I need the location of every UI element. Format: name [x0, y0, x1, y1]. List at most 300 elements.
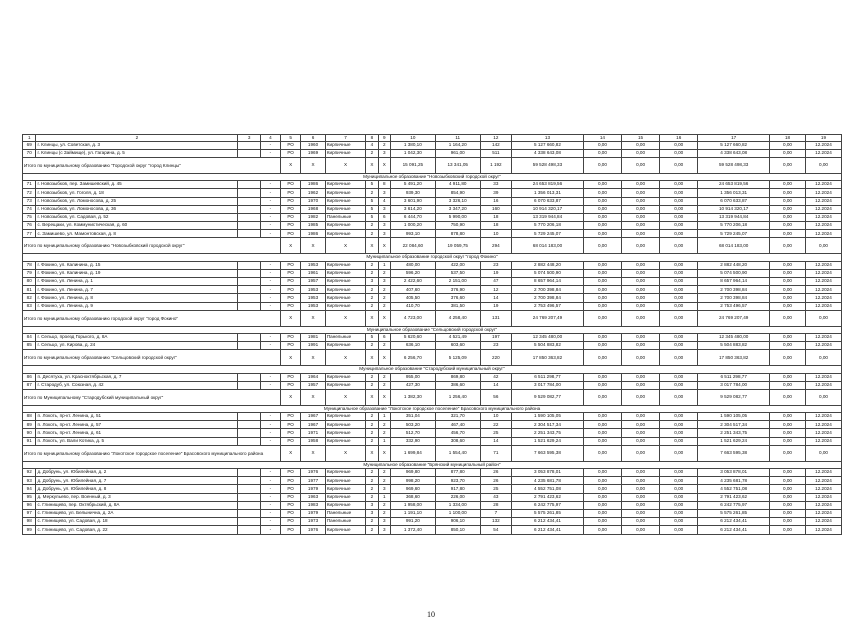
- table-cell: 0,00: [622, 413, 660, 421]
- total-cell: 24 769 207,49: [698, 310, 770, 326]
- table-cell: [238, 205, 260, 213]
- table-cell: Кирпичные: [325, 381, 365, 389]
- table-cell: -: [260, 526, 280, 534]
- table-cell: [238, 149, 260, 157]
- table-cell: РО: [281, 437, 301, 445]
- table-cell: 0,00: [770, 469, 806, 477]
- total-cell: X: [301, 389, 326, 405]
- table-cell: г. Фокино, ул. Ленина, д. 9: [36, 302, 238, 310]
- table-cell: 33: [480, 181, 511, 189]
- table-cell: 0,00: [770, 493, 806, 501]
- table-row: [23, 477, 842, 485]
- table-cell: 0,00: [583, 213, 621, 221]
- table-cell: 2: [378, 477, 390, 485]
- table-cell: 5 504 883,82: [698, 342, 770, 350]
- table-cell: 14: [480, 437, 511, 445]
- table-cell: 0,00: [622, 261, 660, 269]
- total-cell: 1 554,40: [435, 445, 480, 461]
- table-cell: РО: [281, 149, 301, 157]
- total-cell: X: [325, 310, 365, 326]
- table-cell: 991,20: [390, 518, 435, 526]
- total-cell: X: [378, 445, 390, 461]
- table-row: [23, 261, 842, 269]
- total-cell: 7 663 595,38: [698, 445, 770, 461]
- table-cell: 0,00: [660, 269, 698, 277]
- table-cell: РО: [281, 429, 301, 437]
- table-cell: 2: [366, 493, 378, 501]
- table-cell: 1976: [301, 526, 326, 534]
- table-cell: 1 100,00: [435, 509, 480, 517]
- table-cell: 0,00: [583, 381, 621, 389]
- table-cell: 23: [480, 342, 511, 350]
- table-cell: 6 212 434,41: [512, 526, 584, 534]
- table-cell: 1 164,20: [435, 141, 480, 149]
- table-cell: 869,80: [435, 373, 480, 381]
- total-row: [23, 157, 842, 173]
- table-row: [23, 342, 842, 350]
- table-cell: -: [260, 213, 280, 221]
- table-cell: 12.2024: [805, 230, 841, 238]
- table-cell: 2: [366, 469, 378, 477]
- table-cell: 2: [366, 477, 378, 485]
- table-cell: -: [260, 421, 280, 429]
- table-cell: 1: [378, 261, 390, 269]
- table-cell: 537,50: [435, 269, 480, 277]
- table-cell: Кирпичные: [325, 294, 365, 302]
- table-cell: 142: [480, 141, 511, 149]
- table-cell: РО: [281, 421, 301, 429]
- table-cell: с. Замишево, ул. Мамонтовская, д. 8: [36, 230, 238, 238]
- column-number: 5: [281, 135, 301, 142]
- table-cell: 12.2024: [805, 294, 841, 302]
- total-cell: 0,00: [805, 389, 841, 405]
- table-cell: 0,00: [583, 222, 621, 230]
- table-cell: 0,00: [622, 213, 660, 221]
- section-title: Муниципальное образование городской округ "город Фокино": [23, 254, 842, 261]
- column-number: 4: [260, 135, 280, 142]
- total-cell: 0,00: [622, 238, 660, 254]
- table-cell: 3 347,20: [435, 205, 480, 213]
- table-cell: 19: [480, 269, 511, 277]
- total-cell: 71: [480, 445, 511, 461]
- table-cell: 0,00: [583, 181, 621, 189]
- table-cell: [238, 286, 260, 294]
- table-cell: 12.2024: [805, 518, 841, 526]
- total-cell: 220: [480, 350, 511, 366]
- table-cell: 0,00: [770, 197, 806, 205]
- table-cell: 0,00: [622, 278, 660, 286]
- table-cell: 0,00: [660, 261, 698, 269]
- table-cell: 76: [23, 222, 36, 230]
- table-cell: -: [260, 501, 280, 509]
- table-cell: 3 614,20: [390, 205, 435, 213]
- table-cell: 0,00: [622, 501, 660, 509]
- table-cell: г. Новозыбков, пер. Замишевский, д. 45: [36, 181, 238, 189]
- total-cell: 6 256,70: [390, 350, 435, 366]
- table-cell: -: [260, 413, 280, 421]
- table-cell: г. Новозыбков, ул. Садовая, д. 52: [36, 213, 238, 221]
- total-cell: 0,00: [583, 310, 621, 326]
- table-cell: 4 235 681,78: [512, 477, 584, 485]
- table-cell: 0,00: [583, 141, 621, 149]
- table-cell: РО: [281, 373, 301, 381]
- table-cell: [238, 197, 260, 205]
- table-cell: Кирпичные: [325, 477, 365, 485]
- table-cell: -: [260, 518, 280, 526]
- table-cell: 0,00: [770, 381, 806, 389]
- table-cell: 5 575 261,85: [512, 509, 584, 517]
- total-label: Итого по муниципальному образованию городской округ "город Фокино": [23, 310, 281, 326]
- table-cell: 0,00: [770, 421, 806, 429]
- table-cell: -: [260, 205, 280, 213]
- table-cell: 226,00: [435, 493, 480, 501]
- table-cell: 0,00: [660, 493, 698, 501]
- table-cell: 0,00: [770, 333, 806, 341]
- table-cell: 2 304 517,34: [512, 421, 584, 429]
- table-cell: 2: [378, 286, 390, 294]
- table-cell: 2: [378, 469, 390, 477]
- table-cell: [238, 189, 260, 197]
- table-cell: 2: [366, 413, 378, 421]
- table-cell: 0,00: [770, 230, 806, 238]
- table-row: [23, 469, 842, 477]
- table-cell: 0,00: [583, 429, 621, 437]
- table-cell: 0,00: [583, 509, 621, 517]
- table-cell: 12.2024: [805, 261, 841, 269]
- table-cell: 5 620,60: [390, 333, 435, 341]
- table-cell: Кирпичные: [325, 469, 365, 477]
- total-cell: 1 256,40: [435, 389, 480, 405]
- table-cell: -: [260, 269, 280, 277]
- table-cell: 0,00: [660, 469, 698, 477]
- table-cell: -: [260, 429, 280, 437]
- table-cell: 0,00: [583, 230, 621, 238]
- table-cell: 4 521,49: [435, 333, 480, 341]
- table-cell: с. Глинищево, пер. Октябрьский, д. 8А: [36, 501, 238, 509]
- section-header-row: [23, 366, 842, 373]
- table-cell: 8: [378, 181, 390, 189]
- table-cell: г. Сельцо, ул. Кирова, д. 24: [36, 342, 238, 350]
- table-cell: 0,00: [622, 222, 660, 230]
- table-cell: 410,70: [390, 302, 435, 310]
- table-cell: 0,00: [660, 381, 698, 389]
- total-cell: X: [281, 389, 301, 405]
- table-cell: 0,00: [660, 509, 698, 517]
- table-cell: [238, 222, 260, 230]
- table-cell: 405,50: [390, 294, 435, 302]
- total-row: [23, 350, 842, 366]
- table-cell: -: [260, 477, 280, 485]
- table-cell: 12.2024: [805, 421, 841, 429]
- table-cell: 386,60: [435, 381, 480, 389]
- table-cell: РО: [281, 485, 301, 493]
- table-cell: 0,00: [622, 477, 660, 485]
- table-cell: 4 552 751,08: [698, 485, 770, 493]
- table-cell: д. Добрунь, ул. Юбилейная, д. 2: [36, 469, 238, 477]
- table-cell: [238, 278, 260, 286]
- table-cell: [238, 381, 260, 389]
- table-cell: 1 191,10: [390, 509, 435, 517]
- table-cell: 1971: [301, 429, 326, 437]
- table-cell: 0,00: [770, 373, 806, 381]
- table-cell: 2: [378, 294, 390, 302]
- table-cell: Кирпичные: [325, 413, 365, 421]
- table-cell: с. Глинищево, ул. Садовая, д. 18: [36, 518, 238, 526]
- table-cell: 3 017 784,00: [698, 381, 770, 389]
- table-cell: РО: [281, 413, 301, 421]
- total-cell: X: [281, 238, 301, 254]
- total-cell: X: [366, 238, 378, 254]
- table-cell: 3 053 878,01: [698, 469, 770, 477]
- table-cell: [238, 477, 260, 485]
- table-cell: 2: [366, 421, 378, 429]
- table-cell: 0,00: [622, 342, 660, 350]
- table-cell: 0,00: [770, 342, 806, 350]
- table-cell: 0,00: [770, 477, 806, 485]
- section-title: Муниципальное образование "Новозыбковский городской округ": [23, 173, 842, 180]
- table-cell: 596,20: [390, 269, 435, 277]
- table-cell: 78: [23, 261, 36, 269]
- table-cell: 98: [23, 518, 36, 526]
- table-cell: 5 770 206,18: [698, 222, 770, 230]
- table-cell: 6 242 775,97: [512, 501, 584, 509]
- table-row: [23, 333, 842, 341]
- table-cell: РО: [281, 518, 301, 526]
- total-cell: X: [366, 445, 378, 461]
- table-cell: п. Локоть, пр-кт. Ленина, д. 51: [36, 413, 238, 421]
- table-cell: 3: [366, 501, 378, 509]
- table-cell: 8 657 964,14: [698, 278, 770, 286]
- table-cell: РО: [281, 333, 301, 341]
- table-cell: 24 653 819,56: [698, 181, 770, 189]
- section-title: Муниципальное образование "Локотское городское поселение" Брасовского муниципального района: [23, 405, 842, 412]
- table-cell: 2 882 448,20: [698, 261, 770, 269]
- table-cell: 6: [378, 213, 390, 221]
- table-cell: -: [260, 149, 280, 157]
- table-cell: 1 521 629,24: [698, 437, 770, 445]
- table-cell: 6 511 298,77: [698, 373, 770, 381]
- total-cell: 0,00: [770, 389, 806, 405]
- table-cell: 0,00: [583, 437, 621, 445]
- table-cell: 12.2024: [805, 437, 841, 445]
- table-cell: 2: [366, 149, 378, 157]
- column-number: 9: [378, 135, 390, 142]
- table-cell: 4 911,80: [435, 181, 480, 189]
- table-cell: 0,00: [770, 509, 806, 517]
- table-cell: 1979: [301, 485, 326, 493]
- table-cell: 961,00: [435, 149, 480, 157]
- table-cell: 1 521 629,24: [512, 437, 584, 445]
- table-cell: 0,00: [660, 197, 698, 205]
- capital-repair-register-table: [22, 134, 842, 535]
- column-number: 8: [366, 135, 378, 142]
- total-cell: X: [281, 445, 301, 461]
- table-cell: 4 235 681,78: [698, 477, 770, 485]
- table-cell: 12.2024: [805, 302, 841, 310]
- table-cell: 2: [366, 437, 378, 445]
- table-cell: 0,00: [770, 269, 806, 277]
- table-row: [23, 437, 842, 445]
- table-cell: 2: [366, 485, 378, 493]
- table-cell: 12.2024: [805, 278, 841, 286]
- table-row: [23, 294, 842, 302]
- table-cell: 94: [23, 485, 36, 493]
- table-cell: 0,00: [660, 501, 698, 509]
- table-cell: 12: [480, 286, 511, 294]
- total-cell: 4 723,00: [390, 310, 435, 326]
- table-cell: 1981: [301, 333, 326, 341]
- table-cell: 969,60: [390, 485, 435, 493]
- table-cell: 636,10: [390, 342, 435, 350]
- table-cell: 1: [378, 413, 390, 421]
- total-cell: 0,00: [622, 350, 660, 366]
- table-body: [23, 135, 842, 535]
- table-cell: 1 958,00: [390, 501, 435, 509]
- table-cell: 24 653 819,56: [512, 181, 584, 189]
- table-cell: 13 319 944,84: [698, 213, 770, 221]
- table-row: [23, 213, 842, 221]
- total-cell: 24 769 207,49: [512, 310, 584, 326]
- table-cell: 0,00: [583, 205, 621, 213]
- table-cell: 132: [480, 518, 511, 526]
- total-row: [23, 445, 842, 461]
- table-cell: 1: [378, 493, 390, 501]
- table-cell: 25: [480, 485, 511, 493]
- table-cell: Кирпичные: [325, 286, 365, 294]
- table-cell: 877,80: [435, 469, 480, 477]
- table-cell: 12.2024: [805, 469, 841, 477]
- table-cell: 5 491,20: [390, 181, 435, 189]
- table-cell: [238, 509, 260, 517]
- table-cell: 0,00: [583, 501, 621, 509]
- table-cell: 10: [480, 230, 511, 238]
- total-cell: 13 341,05: [435, 157, 480, 173]
- table-cell: 18: [480, 213, 511, 221]
- table-cell: 512,70: [390, 429, 435, 437]
- table-cell: 2: [378, 421, 390, 429]
- table-cell: 1964: [301, 373, 326, 381]
- table-cell: 0,00: [583, 477, 621, 485]
- table-cell: 503,20: [390, 421, 435, 429]
- table-cell: 923,70: [435, 477, 480, 485]
- table-cell: 3: [366, 278, 378, 286]
- table-cell: РО: [281, 342, 301, 350]
- total-cell: 0,00: [622, 445, 660, 461]
- table-cell: 2 422,60: [390, 278, 435, 286]
- section-header-row: [23, 254, 842, 261]
- table-cell: 42: [480, 373, 511, 381]
- table-cell: 2: [366, 230, 378, 238]
- table-cell: -: [260, 381, 280, 389]
- table-row: [23, 509, 842, 517]
- table-cell: 351,04: [390, 413, 435, 421]
- table-cell: РО: [281, 222, 301, 230]
- table-cell: 0,00: [583, 302, 621, 310]
- table-cell: 25: [480, 429, 511, 437]
- table-cell: 92: [23, 469, 36, 477]
- total-cell: 68 014 183,00: [512, 238, 584, 254]
- table-cell: 0,00: [583, 493, 621, 501]
- table-cell: 10: [480, 413, 511, 421]
- total-cell: 0,00: [660, 445, 698, 461]
- table-cell: 0,00: [622, 197, 660, 205]
- table-row: [23, 302, 842, 310]
- total-cell: 1 192: [480, 157, 511, 173]
- table-cell: 7: [480, 509, 511, 517]
- total-cell: X: [366, 350, 378, 366]
- table-cell: -: [260, 141, 280, 149]
- total-row: [23, 310, 842, 326]
- table-cell: 0,00: [622, 205, 660, 213]
- table-row: [23, 205, 842, 213]
- table-cell: 12 345 480,00: [698, 333, 770, 341]
- table-cell: 0,00: [770, 518, 806, 526]
- table-cell: 1986: [301, 230, 326, 238]
- total-row: [23, 238, 842, 254]
- table-cell: 2: [378, 429, 390, 437]
- table-cell: 3: [378, 526, 390, 534]
- total-cell: X: [281, 157, 301, 173]
- table-cell: 1991: [301, 342, 326, 350]
- table-row: [23, 286, 842, 294]
- table-cell: 2 151,00: [435, 278, 480, 286]
- table-cell: РО: [281, 261, 301, 269]
- table-cell: 12.2024: [805, 381, 841, 389]
- table-cell: 1982: [301, 213, 326, 221]
- table-cell: 160: [480, 205, 511, 213]
- table-cell: 82: [23, 294, 36, 302]
- total-cell: 0,00: [622, 310, 660, 326]
- column-number: 7: [325, 135, 365, 142]
- table-cell: 0,00: [583, 421, 621, 429]
- table-cell: Кирпичные: [325, 181, 365, 189]
- table-cell: 2 791 423,62: [698, 493, 770, 501]
- total-cell: 0,00: [583, 238, 621, 254]
- table-cell: 2: [378, 509, 390, 517]
- section-header-row: [23, 405, 842, 412]
- table-cell: РО: [281, 230, 301, 238]
- table-cell: г. Фокино, ул. Ленина, д. 7: [36, 286, 238, 294]
- table-cell: 5: [366, 197, 378, 205]
- table-cell: 2: [378, 501, 390, 509]
- table-cell: 4: [366, 141, 378, 149]
- table-cell: 0,00: [660, 333, 698, 341]
- table-cell: 2: [366, 429, 378, 437]
- total-cell: 1 699,84: [390, 445, 435, 461]
- table-cell: 2: [366, 189, 378, 197]
- total-cell: 56: [480, 389, 511, 405]
- table-cell: 0,00: [622, 469, 660, 477]
- table-cell: Кирпичные: [325, 230, 365, 238]
- table-cell: 0,00: [583, 261, 621, 269]
- total-cell: 9 529 082,77: [512, 389, 584, 405]
- total-cell: X: [301, 157, 326, 173]
- table-cell: 969,80: [390, 469, 435, 477]
- table-cell: 422,00: [435, 261, 480, 269]
- table-cell: г. Фокино, ул. Ленина, д. 1: [36, 278, 238, 286]
- column-number: 2: [36, 135, 238, 142]
- table-cell: 3 326,10: [435, 197, 480, 205]
- table-row: [23, 373, 842, 381]
- table-cell: РО: [281, 294, 301, 302]
- table-cell: 5 770 206,18: [512, 222, 584, 230]
- table-cell: 2 753 496,57: [698, 302, 770, 310]
- table-cell: -: [260, 493, 280, 501]
- total-cell: X: [325, 350, 365, 366]
- table-cell: 0,00: [660, 413, 698, 421]
- table-cell: 0,00: [660, 294, 698, 302]
- column-number: 10: [390, 135, 435, 142]
